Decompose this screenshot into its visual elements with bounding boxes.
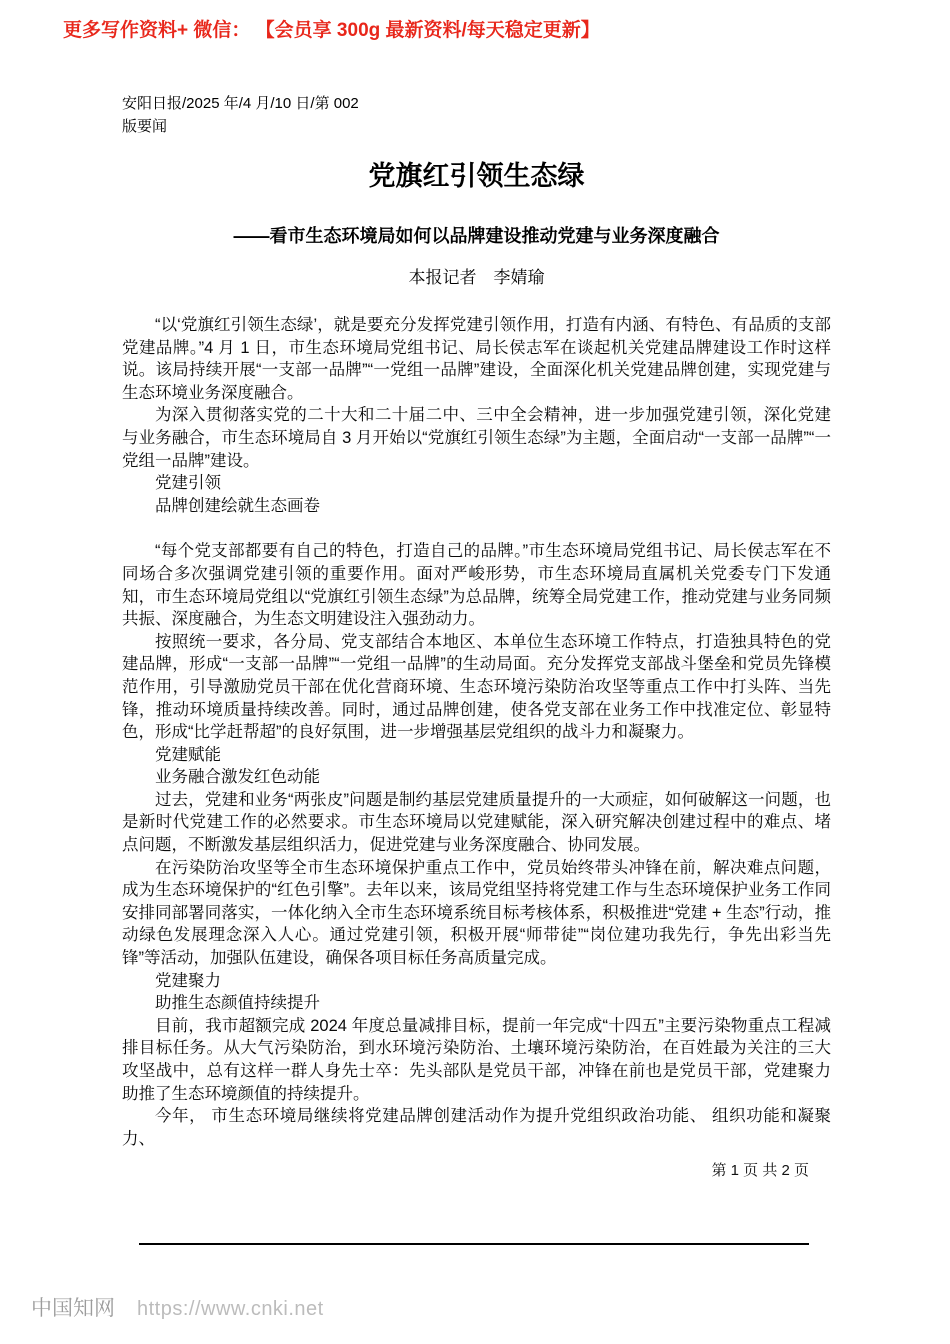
article-subtitle: ——看市生态环境局如何以品牌建设推动党建与业务深度融合 [233, 226, 720, 246]
section-heading: 助推生态颜值持续提升 [155, 994, 320, 1013]
article-paragraph: 为深入贯彻落实党的二十大和二十届二中、三中全会精神，进一步加强党建引领，深化党建与业务融合，市生态环境局自 3 月开始以“党旗红引领生态绿”为主题，全面启动“一支部一品牌”“一党组一品牌”建设。 [122, 406, 831, 470]
article-paragraph: 今年， 市生态环境局继续将党建品牌创建活动作为提升党组织政治功能、 组织功能和凝聚力、 [122, 1107, 831, 1148]
cnki-watermark [31, 1292, 324, 1322]
source-line: 安阳日报/2025 年/4 月/10 日/第 002 [122, 95, 359, 112]
page-number: 第 1 页 共 2 页 [711, 1162, 809, 1180]
promo-banner-text: 更多写作资料+ 微信： 【会员享 300g 最新资料/每天稳定更新】 [63, 20, 600, 41]
section-heading: 业务融合激发红色动能 [155, 768, 320, 787]
article-paragraph: 在污染防治攻坚等全市生态环境保护重点工作中，党员始终带头冲锋在前，解决难点问题，成为生态环境保护的“红色引擎”。去年以来，该局党组坚持将党建工作与生态环境保护业务工作同安排同部署同落实，一体化纳入全市生态环境系统目标考核体系，积极推进“党建 + 生态”行动，推动绿色发展理念深入人心。通过党建引领，积极开展“师带徒”“岗位建功我先行，争先出彩当先锋”等活动，加强队伍建设，确保各项目标任务高质量完成。 [122, 858, 831, 968]
source-line-continued: 版要闻 [122, 118, 168, 135]
section-heading: 党建聚力 [155, 971, 221, 990]
section-heading: 品牌创建绘就生态画卷 [155, 496, 320, 515]
article-byline: 本报记者 李婧瑜 [408, 268, 545, 287]
article-content [122, 92, 831, 1180]
article-title: 党旗红引领生态绿 [368, 161, 585, 191]
article-paragraph: 目前，我市超额完成 2024 年度总量减排目标，提前一年完成“十四五”主要污染物重点工程减排目标任务。从大气污染防治，到水环境污染防治、土壤环境污染防治，在百姓最为关注的三大攻坚战中，总有这样一群人身先士卒：先头部队是党员干部，冲锋在前也是党员干部，党建聚力助推了生态环境颜值的持续提升。 [122, 1016, 831, 1103]
paragraph-gap [122, 517, 831, 540]
cnki-url-text: https://www.cnki.net [137, 1298, 324, 1320]
section-heading: 党建引领 [155, 474, 221, 493]
article-body [122, 314, 831, 1150]
cnki-brand-text: 中国知网 [31, 1297, 115, 1320]
article-paragraph: 按照统一要求，各分局、党支部结合本地区、本单位生态环境工作特点，打造独具特色的党建品牌，形成“一支部一品牌”“一党组一品牌”的生动局面。充分发挥党支部战斗堡垒和党员先锋模范作用，引导激励党员干部在优化营商环境、生态环境污染防治攻坚等重点工作中打头阵、当先锋，推动环境质量持续改善。同时，通过品牌创建，使各党支部在业务工作中找准定位、彰显特色，形成“比学赶帮超”的良好氛围，进一步增强基层党组织的战斗力和凝聚力。 [122, 632, 831, 742]
article-paragraph: “每个党支部都要有自己的特色，打造自己的品牌。”市生态环境局党组书记、局长侯志军在不同场合多次强调党建引领的重要作用。面对严峻形势，市生态环境局直属机关党委专门下发通知，市生态环境局党组以“党旗红引领生态绿”为总品牌，统筹全局党建工作，推动党建与业务同频共振、深度融合，为生态文明建设注入强劲动力。 [122, 542, 831, 629]
article-paragraph: “以‘党旗红引领生态绿’，就是要充分发挥党建引领作用，打造有内涵、有特色、有品质的支部党建品牌。”4 月 1 日，市生态环境局党组书记、局长侯志军在谈起机关党建品牌建设工作时这样说。该局持续开展“一支部一品牌”“一党组一品牌”建设，全面深化机关党建品牌创建，实现党建与生态环境业务深度融合。 [122, 316, 831, 402]
article-paragraph: 过去，党建和业务“两张皮”问题是制约基层党建质量提升的一大顽症，如何破解这一问题，也是新时代党建工作的必然要求。市生态环境局以党建赋能，深入研究解决创建过程中的难点、堵点问题，不断激发基层组织活力，促进党建与业务深度融合、协同发展。 [122, 790, 831, 855]
section-heading: 党建赋能 [155, 745, 221, 764]
footer-divider-line [139, 1243, 809, 1245]
